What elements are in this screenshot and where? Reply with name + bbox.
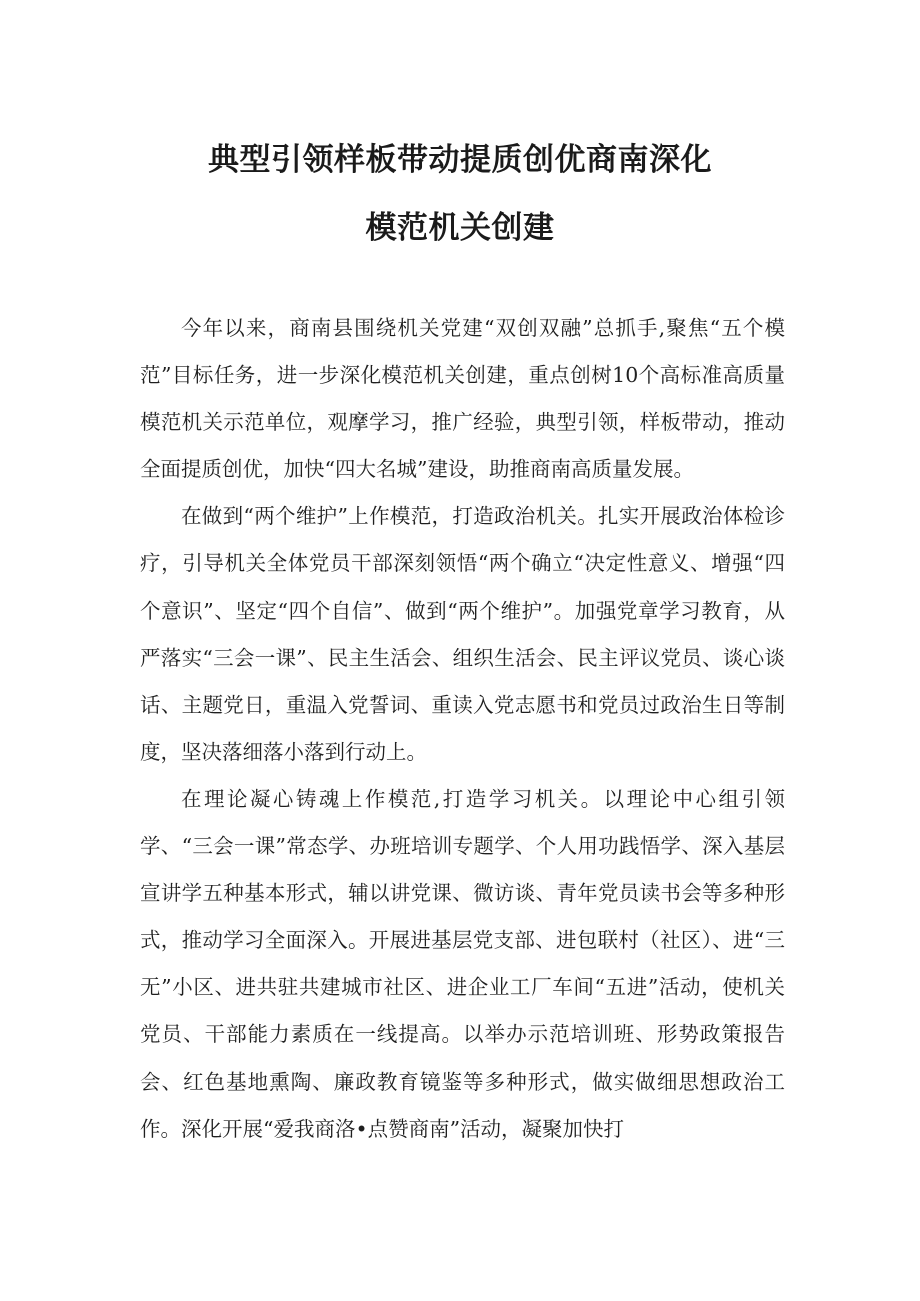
document-body: [140, 305, 785, 1153]
document-title-line-2: 模范机关创建: [365, 210, 555, 246]
paragraph-2: 在做到“两个维护”上作模范，打造政治机关。扎实开展政治体检诊疗，引导机关全体党员干部深刻领悟“两个确立“决定性意义、增强“四个意识”、坚定“四个自信”、做到“两个维护”。加强党章学习教育，从严落实“三会一课”、民主生活会、组织生活会、民主评议党员、谈心谈话、主题党日，重温入党誓词、重读入党志愿书和党员过政治生日等制度，坚决落细落小落到行动上。: [140, 504, 785, 764]
paragraph-3: 在理论凝心铸魂上作模范,打造学习机关。以理论中心组引领学、“三会一课”常态学、办班培训专题学、个人用功践悟学、深入基层宣讲学五种基本形式，辅以讲党课、微访谈、青年党员读书会等多种形式，推动学习全面深入。开展进基层党支部、进包联村（社区）、进“三无”小区、进共驻共建城市社区、进企业工厂车间“五进”活动，使机关党员、干部能力素质在一线提高。以举办示范培训班、形势政策报告会、红色基地熏陶、廉政教育镜鉴等多种形式，做实做细思想政治工作。深化开展“爱我商洛•点赞商南”活动，凝聚加快打: [140, 786, 785, 1141]
paragraph-1: 今年以来，商南县围绕机关党建“双创双融”总抓手,聚焦“五个模范”目标任务，进一步深化模范机关创建，重点创树10个高标准高质量模范机关示范单位，观摩学习，推广经验，典型引领，样板带动，推动全面提质创优，加快“四大名城”建设，助推商南高质量发展。: [140, 316, 785, 482]
document-title-line-1: 典型引领样板带动提质创优商南深化: [208, 142, 712, 178]
